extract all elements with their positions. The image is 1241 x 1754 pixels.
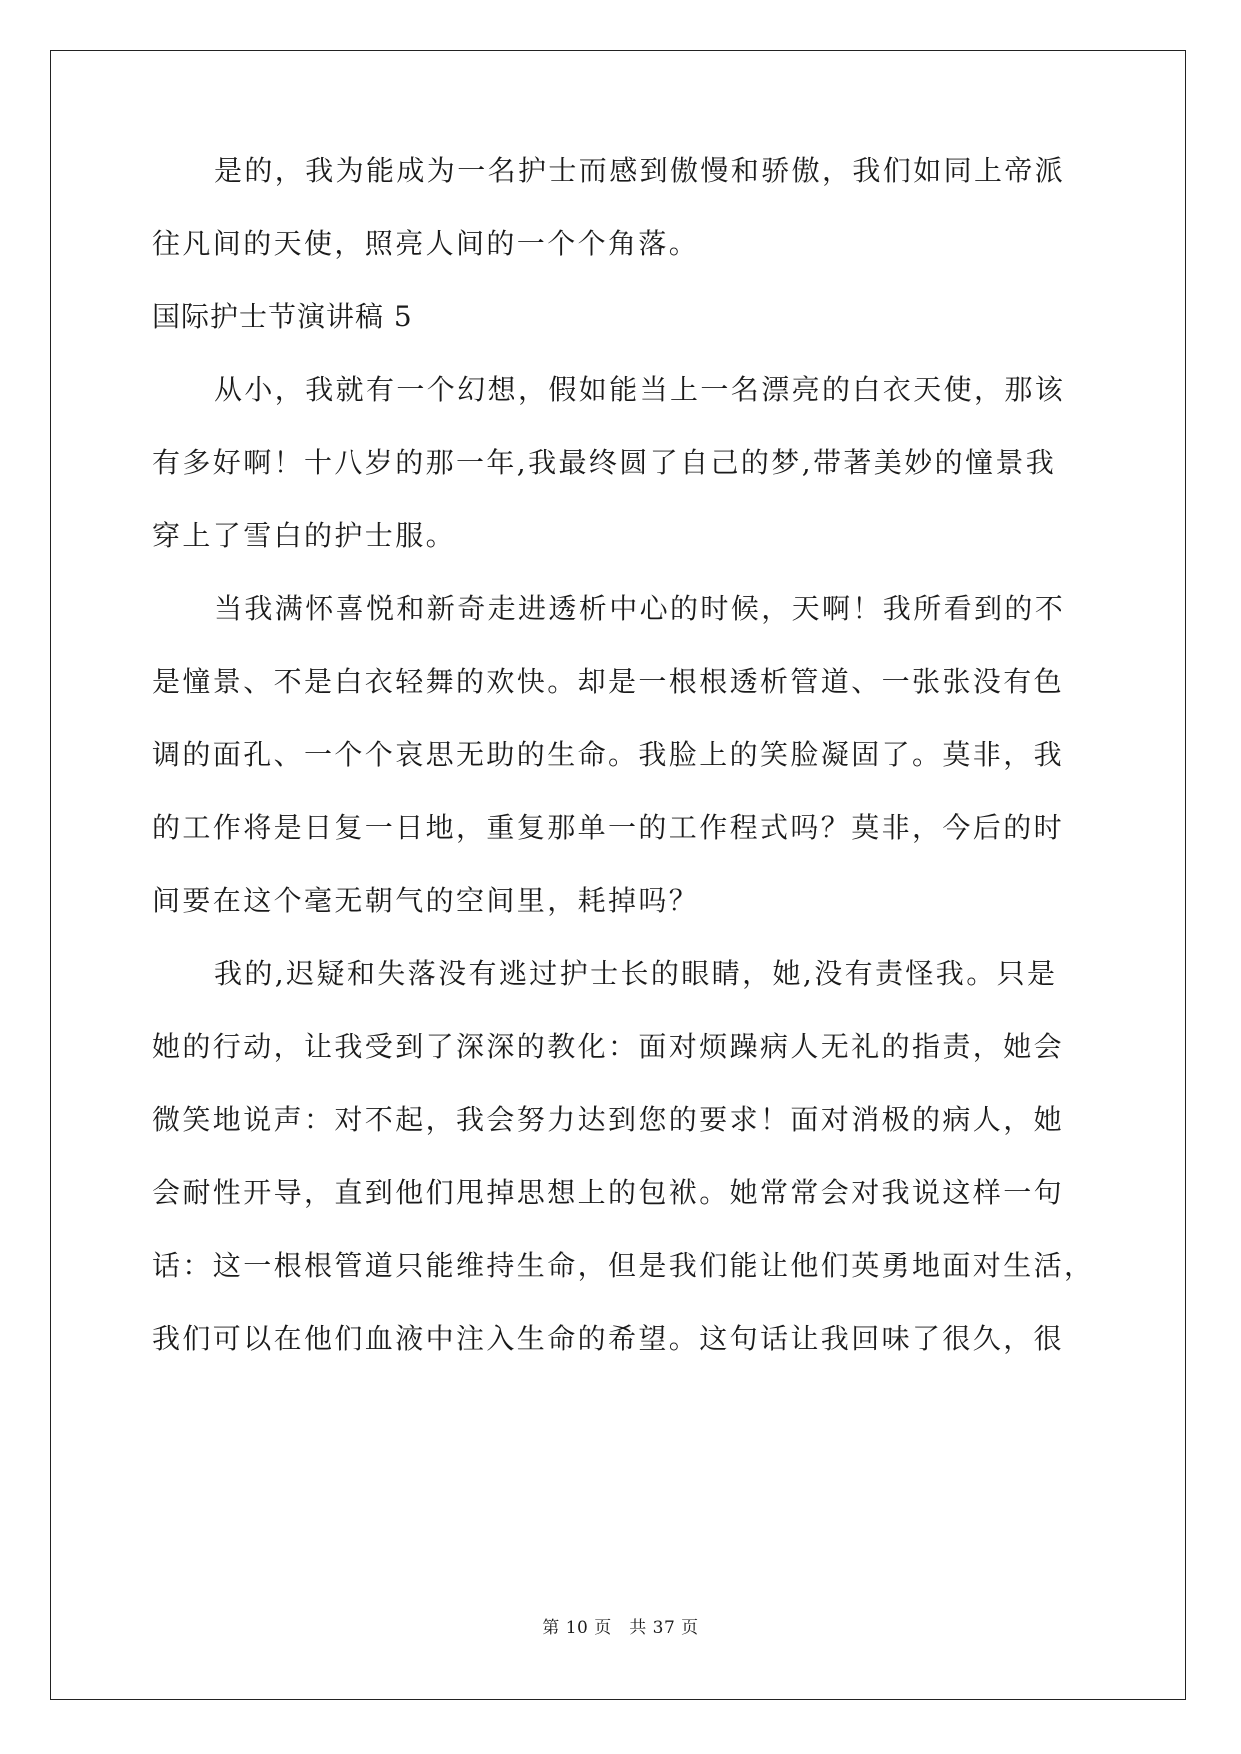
paragraph-line: 是的，我为能成为一名护士而感到傲慢和骄傲，我们如同上帝派 — [214, 154, 1066, 187]
paragraph-line: 会耐性开导，直到他们甩掉思想上的包袱。她常常会对我说这样一句 — [152, 1176, 1065, 1209]
paragraph-line: 从小，我就有一个幻想，假如能当上一名漂亮的白衣天使，那该 — [214, 373, 1066, 406]
paragraph-line: 话：这一根根管道只能维持生命，但是我们能让他们英勇地面对生活， — [152, 1249, 1095, 1282]
paragraph-line: 微笑地说声：对不起，我会努力达到您的要求！面对消极的病人，她 — [152, 1103, 1065, 1136]
paragraph-line: 有多好啊！十八岁的那一年,我最终圆了自己的梦,带著美妙的憧景我 — [152, 446, 1057, 479]
paragraph-line: 穿上了雪白的护士服。 — [152, 519, 457, 552]
paragraph-line: 往凡间的天使，照亮人间的一个个角落。 — [152, 227, 700, 260]
page-footer — [0, 1617, 1241, 1639]
paragraph-line: 我的,迟疑和失落没有逃过护士长的眼睛，她,没有责怪我。只是 — [214, 957, 1058, 990]
paragraph-line: 调的面孔、一个个哀思无助的生命。我脸上的笑脸凝固了。莫非，我 — [152, 738, 1065, 771]
section-heading: 国际护士节演讲稿 5 — [152, 300, 413, 333]
paragraph-line: 间要在这个毫无朝气的空间里，耗掉吗？ — [152, 884, 700, 917]
paragraph-line: 的工作将是日复一日地，重复那单一的工作程式吗？莫非，今后的时 — [152, 811, 1065, 844]
paragraph-line: 她的行动，让我受到了深深的教化：面对烦躁病人无礼的指责，她会 — [152, 1030, 1065, 1063]
paragraph-line: 当我满怀喜悦和新奇走进透析中心的时候，天啊！我所看到的不 — [214, 592, 1066, 625]
page-number-label: 第 10 页 共 37 页 — [542, 1618, 699, 1638]
paragraph-line: 我们可以在他们血液中注入生命的希望。这句话让我回味了很久，很 — [152, 1322, 1065, 1355]
paragraph-line: 是憧景、不是白衣轻舞的欢快。却是一根根透析管道、一张张没有色 — [152, 665, 1065, 698]
